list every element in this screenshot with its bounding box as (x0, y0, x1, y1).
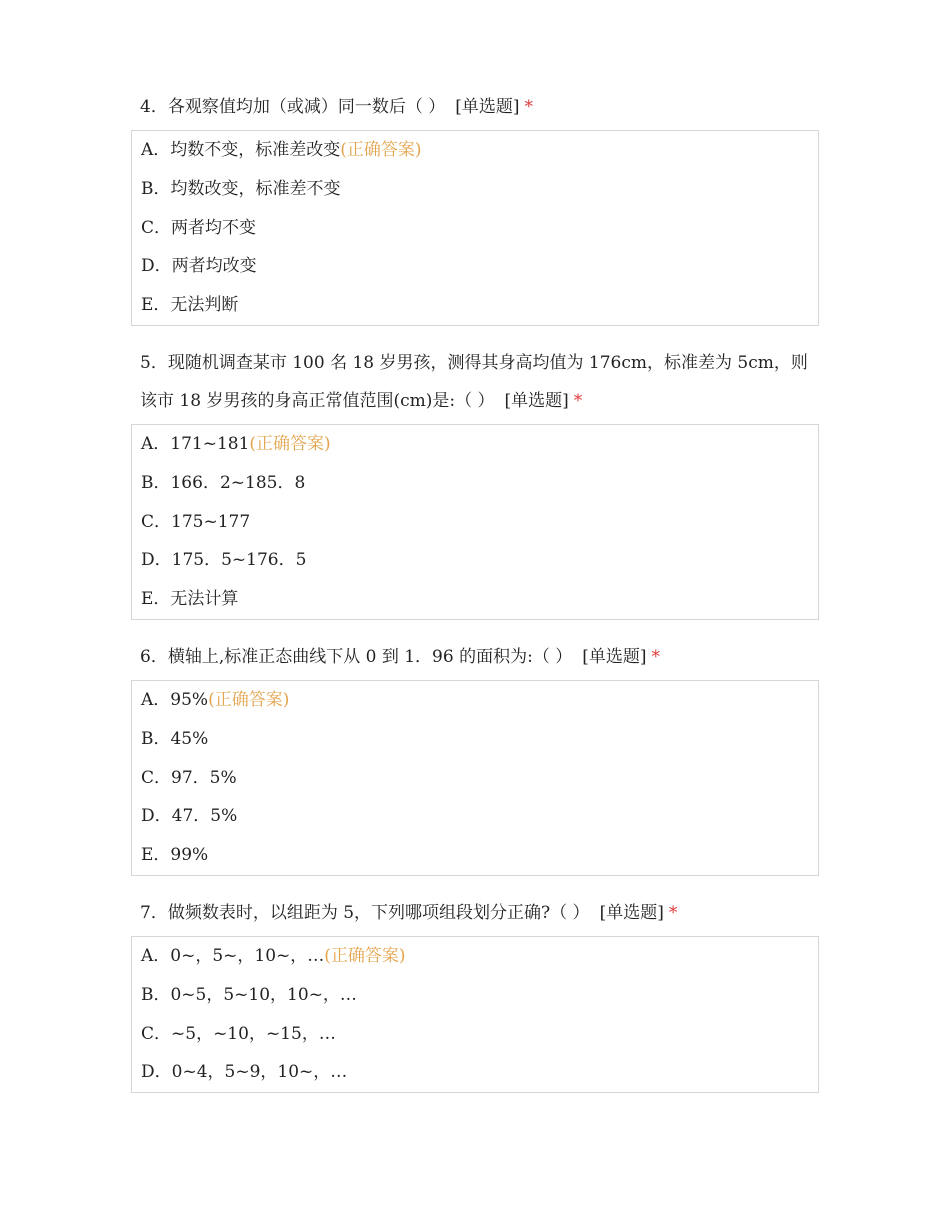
option-text: C．97．5% (141, 767, 237, 788)
option-text: C．175~177 (141, 511, 251, 532)
question-7 (131, 894, 819, 1093)
required-mark: * (524, 97, 533, 117)
correct-answer-label: (正确答案) (324, 945, 406, 966)
option-b[interactable] (141, 170, 809, 209)
option-a[interactable] (141, 937, 809, 976)
option-e[interactable] (141, 836, 809, 875)
option-text: B．均数改变，标准差不变 (141, 178, 341, 199)
question-text: 4．各观察值均加（或减）同一数后（ ） (140, 97, 446, 117)
quiz-page (131, 88, 819, 1111)
correct-answer-label: (正确答案) (208, 689, 290, 710)
option-text: D．175．5~176．5 (141, 550, 307, 571)
option-a[interactable] (141, 681, 809, 720)
option-text: E．无法判断 (141, 295, 239, 316)
option-d[interactable] (141, 1053, 809, 1092)
correct-answer-label: (正确答案) (249, 433, 331, 454)
question-type-tag: [单选题] (504, 390, 569, 411)
option-text: A．95% (141, 689, 209, 710)
question-6 (131, 638, 819, 876)
option-c[interactable] (141, 503, 809, 542)
question-text: 6．横轴上,标准正态曲线下从 0 到 1．96 的面积为:（ ） (140, 646, 573, 667)
option-text: A．均数不变，标准差改变 (141, 140, 341, 160)
option-c[interactable] (141, 759, 809, 798)
question-title (131, 638, 810, 676)
option-text: A．0~，5~，10~，… (141, 945, 325, 966)
question-type-tag: [单选题] (455, 97, 520, 117)
question-text: 7．做频数表时，以组距为 5，下列哪项组段划分正确?（ ） (140, 902, 590, 923)
options-box (131, 680, 819, 876)
option-text: A．171~181 (141, 433, 250, 454)
option-a[interactable] (141, 425, 809, 464)
option-text: C．~5，~10，~15，… (141, 1023, 336, 1044)
required-mark: * (573, 390, 583, 411)
option-d[interactable] (141, 247, 809, 286)
option-b[interactable] (141, 464, 809, 503)
option-e[interactable] (141, 580, 809, 619)
option-text: E．99% (141, 845, 209, 866)
option-a[interactable] (141, 131, 809, 170)
option-d[interactable] (141, 541, 809, 580)
option-d[interactable] (141, 797, 809, 836)
required-mark: * (668, 902, 678, 923)
question-text: 5．现随机调查某市 100 名 18 岁男孩，测得其身高均值为 176cm，标准差为 5cm，则该市 18 岁男孩的身高正常值范围(cm)是:（ ） (140, 352, 808, 411)
correct-answer-label: (正确答案) (340, 140, 422, 160)
question-5 (131, 344, 819, 620)
question-title (131, 894, 810, 932)
question-title (131, 88, 810, 126)
options-box (131, 424, 819, 620)
question-type-tag: [单选题] (599, 902, 664, 923)
option-text: B．0~5，5~10，10~，… (141, 984, 357, 1005)
options-box (131, 130, 819, 326)
question-type-tag: [单选题] (582, 646, 647, 667)
option-c[interactable] (141, 1015, 809, 1054)
option-b[interactable] (141, 976, 809, 1015)
option-e[interactable] (141, 286, 809, 325)
option-text: D．两者均改变 (141, 256, 257, 277)
required-mark: * (651, 646, 660, 667)
option-c[interactable] (141, 209, 809, 248)
option-text: B．45% (141, 728, 209, 749)
question-4 (131, 88, 819, 326)
option-text: E．无法计算 (141, 589, 239, 610)
option-text: D．47．5% (141, 806, 238, 827)
option-b[interactable] (141, 720, 809, 759)
question-title (131, 344, 810, 420)
option-text: C．两者均不变 (141, 217, 257, 238)
option-text: B．166．2~185．8 (141, 472, 306, 493)
option-text: D．0~4，5~9，10~，… (141, 1062, 348, 1083)
options-box (131, 936, 819, 1093)
